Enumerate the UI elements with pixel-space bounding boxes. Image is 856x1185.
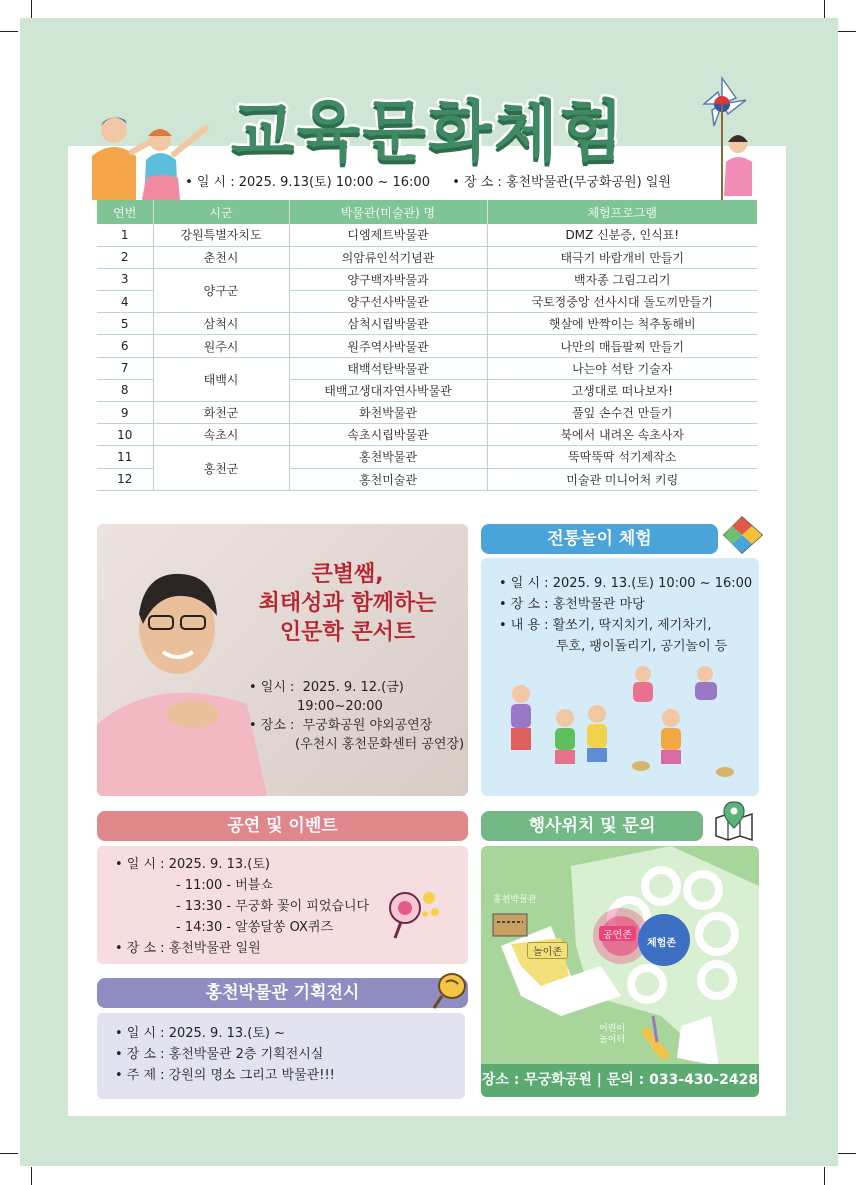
playground-label xyxy=(599,1024,625,1046)
experience-zone-label: 체험존 xyxy=(647,938,676,949)
map-pin-icon xyxy=(712,800,756,842)
row-no: 8 xyxy=(97,379,153,401)
crop-mark xyxy=(31,0,32,18)
location-header: 행사위치 및 문의 xyxy=(481,811,703,841)
bubble-wand-icon xyxy=(385,884,443,942)
crop-mark xyxy=(0,1153,18,1154)
row-museum: 양구선사박물관 xyxy=(289,291,487,313)
location-map-card xyxy=(481,846,759,1097)
row-museum: 화천박물관 xyxy=(289,402,487,424)
events-info xyxy=(115,854,369,959)
concert-title-line2: 최태성과 함께하는 xyxy=(258,591,437,616)
traditional-games-illustration xyxy=(495,662,749,782)
row-no: 12 xyxy=(97,468,153,490)
events-item: - 11:00 - 버블쇼 xyxy=(176,878,273,893)
header-no: 연번 xyxy=(97,200,153,224)
crop-mark xyxy=(31,1167,32,1185)
exhibit-card xyxy=(97,1013,465,1099)
row-no: 10 xyxy=(97,424,153,446)
row-city: 원주시 xyxy=(153,335,289,357)
row-no: 6 xyxy=(97,335,153,357)
row-program: 나만의 매듭팔찌 만들기 xyxy=(487,335,757,357)
row-program: 고생대로 떠나보자! xyxy=(487,379,757,401)
header-program: 체험프로그램 xyxy=(487,200,757,224)
row-program: 국토정중앙 선사시대 돌도끼만들기 xyxy=(487,291,757,313)
events-place: • 장 소 : 홍천박물관 일원 xyxy=(115,941,261,956)
exhibit-header: 홍천박물관 기획전시 xyxy=(97,978,468,1008)
traditional-content-cont: 투호, 팽이돌리기, 공기놀이 등 xyxy=(556,639,728,654)
row-program: 햇살에 반짝이는 척추동해비 xyxy=(487,313,757,335)
table-header-row xyxy=(97,200,757,224)
play-zone-label: 놀이존 xyxy=(527,942,568,959)
row-program: 백자종 그림그리기 xyxy=(487,268,757,290)
row-museum: 홍천박물관 xyxy=(289,446,487,468)
row-no: 7 xyxy=(97,357,153,379)
playground-label-line1: 어린이 xyxy=(599,1024,626,1034)
concert-place-note: (우천시 홍천문화센터 공연장) xyxy=(295,737,465,752)
row-museum: 삼척시립박물관 xyxy=(289,313,487,335)
table-row xyxy=(97,224,757,246)
exhibit-date: • 일 시 : 2025. 9. 13.(토) ~ xyxy=(115,1026,285,1041)
exhibit-info xyxy=(115,1023,335,1086)
row-museum: 홍천미술관 xyxy=(289,468,487,490)
concert-place: 무궁화공원 야외공연장 xyxy=(302,718,433,733)
event-place: • 장 소 : 홍천박물관(무궁화공원) 일원 xyxy=(452,175,671,190)
row-city: 강원특별자치도 xyxy=(153,224,289,246)
events-card xyxy=(97,846,468,964)
row-museum: 태백고생대자연사박물관 xyxy=(289,379,487,401)
events-header: 공연 및 이벤트 xyxy=(97,811,468,841)
traditional-place: • 장 소 : 홍천박물관 마당 xyxy=(499,597,645,612)
row-program: 뚝딱뚝딱 석기제작소 xyxy=(487,446,757,468)
traditional-content: • 내 용 : 활쏘기, 딱지치기, 제기차기, xyxy=(499,618,712,633)
table-row xyxy=(97,246,757,268)
row-program: 북에서 내려온 속초사자 xyxy=(487,424,757,446)
show-zone-label: 공연존 xyxy=(599,926,636,941)
row-no: 1 xyxy=(97,224,153,246)
event-date: • 일 시 : 2025. 9.13(토) 10:00 ~ 16:00 xyxy=(185,175,430,190)
row-museum: 태백석탄박물관 xyxy=(289,357,487,379)
concert-date: 2025. 9. 12.(금) xyxy=(302,680,404,695)
row-no: 3 xyxy=(97,268,153,290)
row-no: 5 xyxy=(97,313,153,335)
row-program: 풀잎 손수건 만들기 xyxy=(487,402,757,424)
row-program: 태극기 바람개비 만들기 xyxy=(487,246,757,268)
table-row xyxy=(97,446,757,468)
crop-mark xyxy=(838,31,856,32)
concert-time: 19:00~20:00 xyxy=(297,699,383,714)
traditional-card xyxy=(481,558,759,796)
contact-footer: 장소 : 무궁화공원 | 문의 : 033-430-2428 xyxy=(481,1064,759,1097)
concert-title-line3: 인문학 콘서트 xyxy=(279,620,416,645)
page-title: 교육문화체험 xyxy=(230,93,626,170)
row-city: 화천군 xyxy=(153,402,289,424)
row-program: 미술관 미니어처 키링 xyxy=(487,468,757,490)
row-program: 나는야 석탄 기술자 xyxy=(487,357,757,379)
row-city: 태백시 xyxy=(153,357,289,401)
concert-date-label: • 일시 : xyxy=(249,680,295,695)
row-no: 2 xyxy=(97,246,153,268)
concert-place-label: • 장소 : xyxy=(249,718,295,733)
row-museum: 양구백자박물과 xyxy=(289,268,487,290)
exhibit-theme: • 주 제 : 강원의 명소 그리고 박물관!!! xyxy=(115,1068,335,1083)
row-program: DMZ 신분증, 인식표! xyxy=(487,224,757,246)
traditional-date: • 일 시 : 2025. 9. 13.(토) 10:00 ~ 16:00 xyxy=(499,576,753,591)
concert-card xyxy=(97,524,468,796)
kite-icon xyxy=(722,515,764,555)
row-city: 춘천시 xyxy=(153,246,289,268)
row-city: 속초시 xyxy=(153,424,289,446)
row-no: 4 xyxy=(97,291,153,313)
row-museum: 속초시립박물관 xyxy=(289,424,487,446)
event-dateline xyxy=(0,171,856,190)
table-row xyxy=(97,268,757,290)
row-museum: 디엠제트박물관 xyxy=(289,224,487,246)
row-city: 양구군 xyxy=(153,268,289,312)
traditional-info xyxy=(499,573,752,657)
exhibit-icon xyxy=(428,970,468,1012)
row-city: 삼척시 xyxy=(153,313,289,335)
events-date: • 일 시 : 2025. 9. 13.(토) xyxy=(115,857,270,872)
table-row xyxy=(97,402,757,424)
row-museum: 의암류인석기념관 xyxy=(289,246,487,268)
row-no: 11 xyxy=(97,446,153,468)
crop-mark xyxy=(824,1167,825,1185)
row-city: 홍천군 xyxy=(153,446,289,490)
crop-mark xyxy=(824,0,825,18)
table-row xyxy=(97,424,757,446)
row-museum: 원주역사박물관 xyxy=(289,335,487,357)
program-table xyxy=(97,200,757,491)
table-row xyxy=(97,357,757,379)
traditional-header: 전통놀이 체험 xyxy=(481,524,718,554)
museum-map-label: 홍천박물관 xyxy=(493,895,537,905)
table-row xyxy=(97,313,757,335)
crop-mark xyxy=(838,1153,856,1154)
playground-label-line2: 놀이터 xyxy=(599,1035,626,1045)
table-row xyxy=(97,335,757,357)
park-map xyxy=(481,846,759,1097)
concert-info xyxy=(249,678,464,754)
events-item: - 14:30 - 알쏭달쏭 OX퀴즈 xyxy=(176,920,334,935)
concert-title-line1: 큰별쌤, xyxy=(311,562,384,587)
events-item: - 13:30 - 무궁화 꽃이 피었습니다 xyxy=(176,899,370,914)
header-museum: 박물관(미술관) 명 xyxy=(289,200,487,224)
concert-title xyxy=(227,560,468,647)
crop-mark xyxy=(0,31,18,32)
header-city: 시군 xyxy=(153,200,289,224)
row-no: 9 xyxy=(97,402,153,424)
exhibit-place: • 장 소 : 홍천박물관 2층 기획전시실 xyxy=(115,1047,324,1062)
